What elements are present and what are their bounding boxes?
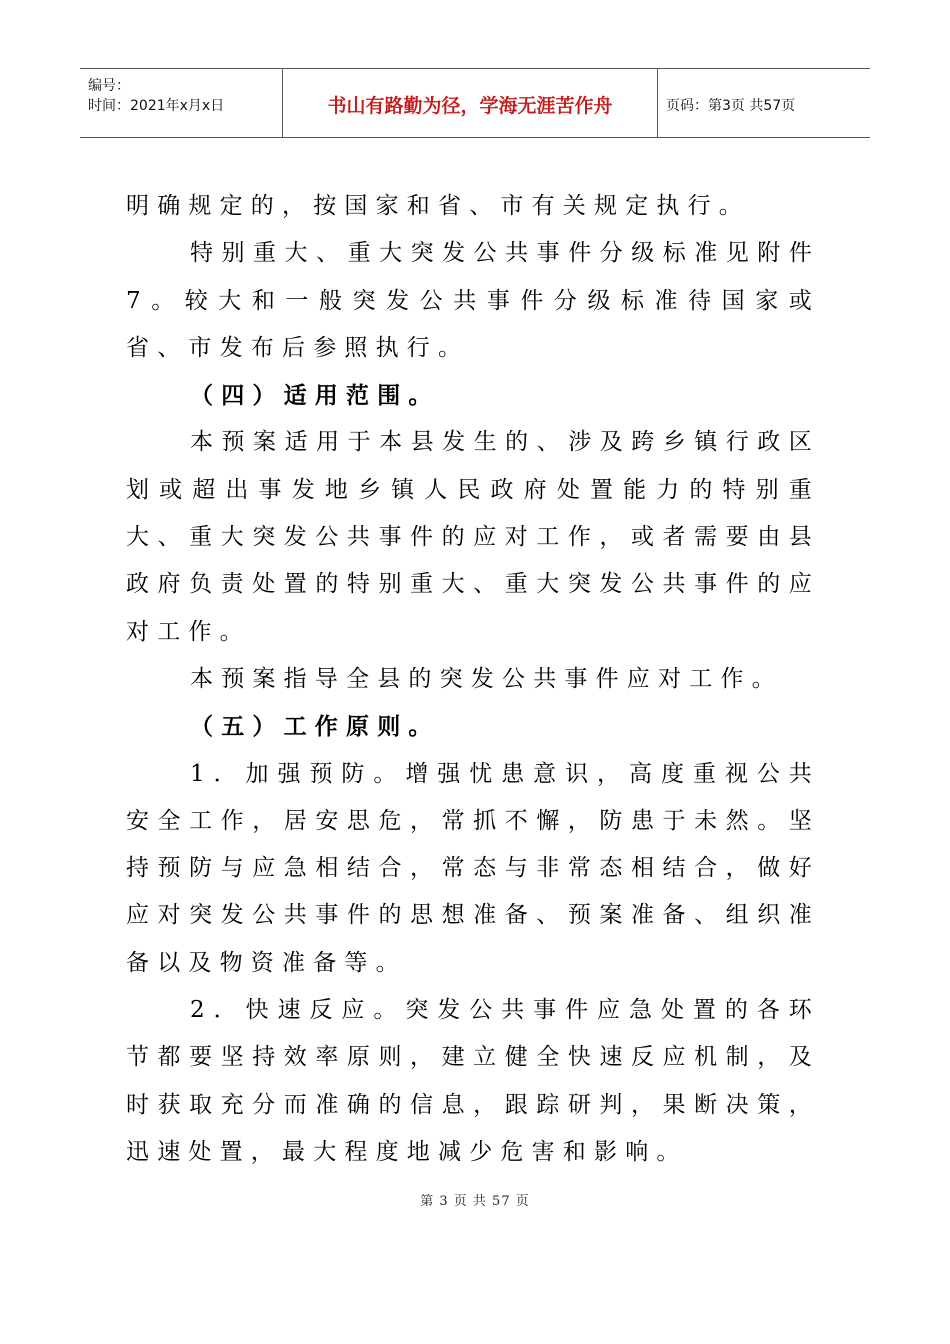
page-footer: 第 3 页 共 57 页 (420, 1194, 530, 1209)
header-meta-cell (80, 69, 283, 137)
body-paragraph: 本预案指导全县的突发公共事件应对工作。 (190, 665, 783, 692)
document-body (126, 183, 820, 1176)
document-time-label: 时间：2021年x月x日 (88, 98, 225, 114)
body-paragraph: 特别重大、重大突发公共事件分级标准见附件7。较大和一般突发公共事件分级标准待国家或省、市发布后参照执行。 (126, 240, 820, 361)
header-page-cell (658, 69, 870, 137)
header-motto-cell (283, 69, 658, 137)
document-header (80, 68, 870, 138)
header-motto: 书山有路勤为径，学海无涯苦作舟 (327, 95, 613, 117)
section-heading: （四）适用范围。 (190, 382, 440, 410)
section-heading: （五）工作原则。 (190, 713, 440, 741)
body-paragraph: 1．加强预防。增强忧患意识，高度重视公共安全工作，居安思危，常抓不懈，防患于未然。坚持预防与应急相结合，常态与非常态相结合，做好应对突发公共事件的思想准备、预案准备、组织准备以及物资准备等。 (126, 760, 820, 976)
document-number-label: 编号： (88, 78, 130, 94)
body-paragraph: 明确规定的，按国家和省、市有关规定执行。 (126, 193, 750, 219)
body-paragraph: 2．快速反应。突发公共事件应急处置的各环节都要坚持效率原则，建立健全快速反应机制，及时获取充分而准确的信息，跟踪研判，果断决策，迅速处置，最大程度地减少危害和影响。 (126, 997, 820, 1165)
header-page-info: 页码：第3页 共57页 (666, 98, 796, 114)
body-paragraph: 本预案适用于本县发生的、涉及跨乡镇行政区划或超出事发地乡镇人民政府处置能力的特别重大、重大突发公共事件的应对工作，或者需要由县政府负责处置的特别重大、重大突发公共事件的应对工作。 (126, 429, 820, 645)
